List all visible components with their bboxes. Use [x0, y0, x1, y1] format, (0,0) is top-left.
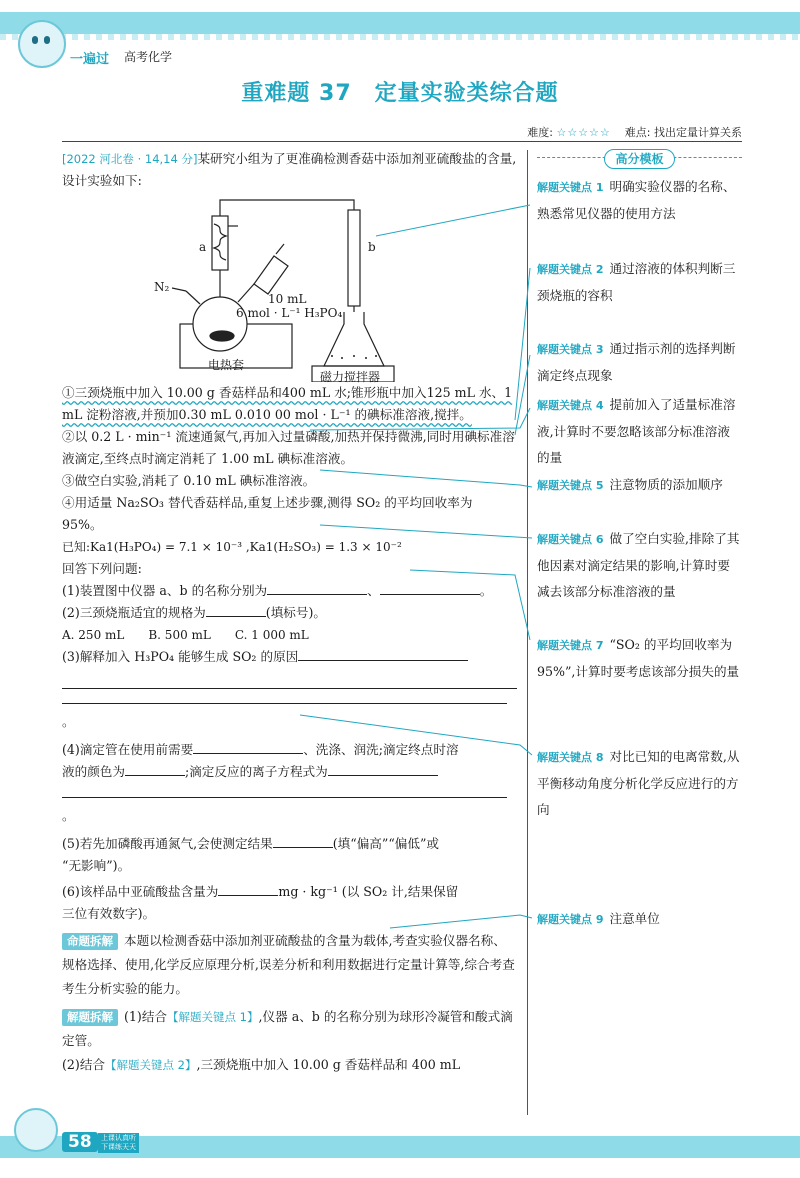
label-acid-volume: 10 mL — [268, 292, 307, 306]
key-point-text: 找出定量计算关系 — [654, 126, 742, 139]
difficulty-label: 难度: — [527, 126, 553, 139]
analysis-tag-1: 命题拆解 — [62, 933, 118, 950]
analysis-2: 解题拆解 (1)结合【解题关键点 1】,仪器 a、b 的名称分别为球形冷凝管和酸式滴定管。 — [62, 1009, 513, 1048]
step-2: ②以 0.2 L · min⁻¹ 流速通氮气,再加入过量磷酸,加热并保持微沸,同时用碘标准溶液滴定,至终点时滴定消耗了 1.00 mL 碘标准溶液。 — [62, 429, 515, 466]
question-3-end: 。 — [62, 689, 517, 733]
sidebar-item-1: 解题关键点 1 明确实验仪器的名称、熟悉常见仪器的使用方法 — [537, 179, 736, 221]
problem-column — [62, 148, 517, 1077]
page-number: 58 — [62, 1132, 98, 1152]
step-1: ①三颈烧瓶中加入 10.00 g 香菇样品和400 mL 水;锥形瓶中加入125 mL 水、1 mL 淀粉溶液,并预加0.30 mL 0.010 00 mol · L⁻¹ 的碘标准溶液,搅拌。 — [62, 385, 513, 422]
sidebar-item-4: 解题关键点 4 提前加入了适量标准溶液,计算时不要忽略该部分标准溶液的量 — [537, 397, 736, 465]
subject-name: 高考化学 — [124, 50, 173, 64]
ask-text: 回答下列问题: — [62, 561, 142, 576]
question-4: (4)滴定管在使用前需要 、洗涤、润洗;滴定终点时溶 — [62, 739, 517, 761]
question-5-cont: “无影响”)。 — [62, 858, 131, 873]
question-6-cont: 三位有效数字)。 — [62, 906, 156, 921]
label-acid-conc: 6 mol · L⁻¹ H₃PO₄ — [236, 306, 343, 320]
burette-b — [348, 210, 360, 306]
answer-line — [62, 668, 517, 689]
question-4-end: 。 — [62, 783, 517, 827]
question-3: (3)解释加入 H₃PO₄ 能够生成 SO₂ 的原因 — [62, 646, 517, 668]
sidebar-item-2: 解题关键点 2 通过溶液的体积判断三颈烧瓶的容积 — [537, 261, 736, 303]
top-band — [0, 12, 800, 34]
sidebar-item-5: 解题关键点 5 注意物质的添加顺序 — [537, 477, 723, 492]
problem-source: [2022 河北卷 · 14,14 分] — [62, 152, 198, 166]
question-1: (1)装置图中仪器 a、b 的名称分别为 、 。 — [62, 580, 517, 602]
label-b: b — [368, 240, 376, 254]
analysis-tag-2: 解题拆解 — [62, 1009, 118, 1026]
sidebar-item-3: 解题关键点 3 通过指示剂的选择判断滴定终点现象 — [537, 341, 736, 383]
analysis-1: 命题拆解 本题以检测香菇中添加剂亚硫酸盐的含量为载体,考查实验仪器名称、规格选择、使用,化学反应原理分析,误差分析和利用数据进行定量计算等,综合考查考生分析实验的能力。 — [62, 933, 515, 996]
apparatus-diagram — [62, 196, 517, 382]
brand-name: 一遍过 — [70, 52, 110, 67]
top-stripe — [0, 34, 800, 40]
question-5: (5)若先加磷酸再通氮气,会使测定结果 (填“偏高”“偏低”或 — [62, 833, 517, 855]
label-heater: 电热套 — [208, 358, 245, 372]
column-divider — [527, 150, 528, 1115]
label-n2: N₂ — [154, 280, 170, 294]
sidebar-item-7: 解题关键点 7 “SO₂ 的平均回收率为 95%”,计算时要考虑该部分损失的量 — [537, 637, 740, 679]
label-stirrer: 磁力搅拌器 — [320, 370, 381, 384]
apparatus-svg — [62, 196, 517, 382]
header-divider — [62, 141, 742, 142]
page-title: 重难题 37 定量实验类综合题 — [241, 81, 559, 106]
problem-intro: 某研究小组为了更准确检测香菇中添加剂亚硫酸盐的含量,设计实验如下: — [62, 151, 517, 188]
step-4: ④用适量 Na₂SO₃ 替代香菇样品,重复上述步骤,测得 SO₂ 的平均回收率为 95%。 — [62, 495, 473, 532]
difficulty-stars-icon: ☆☆☆☆☆ — [556, 126, 611, 139]
mascot-icon — [18, 20, 66, 68]
sidebar-heading: 高分模板 — [537, 148, 742, 169]
sidebar-item-6: 解题关键点 6 做了空白实验,排除了其他因素对滴定结果的影响,计算时要减去该部分标准溶液的量 — [537, 531, 740, 599]
question-6: (6)该样品中亚硫酸盐含量为 mg · kg⁻¹ (以 SO₂ 计,结果保留 — [62, 881, 517, 903]
erlenmeyer-flask — [324, 312, 384, 366]
sidebar-item-9: 解题关键点 9 注意单位 — [537, 911, 660, 926]
key-point-label: 难点: — [624, 126, 651, 139]
footer-mascot-icon — [14, 1108, 58, 1152]
question-4-cont: 液的颜色为 ;滴定反应的离子方程式为 — [62, 761, 517, 783]
question-2-options: A. 250 mL B. 500 mL C. 1 000 mL — [62, 628, 309, 642]
footer-slogan: 上课认真听 下课练天天 — [98, 1133, 139, 1153]
sidebar-item-8: 解题关键点 8 对比已知的电离常数,从平衡移动角度分析化学反应进行的方向 — [537, 749, 740, 817]
question-2: (2)三颈烧瓶适宜的规格为 (填标号)。 — [62, 602, 517, 624]
difficulty-row — [527, 124, 742, 140]
label-a: a — [199, 240, 207, 254]
step-3: ③做空白实验,消耗了 0.10 mL 碘标准溶液。 — [62, 473, 316, 488]
known-constants: 已知:Ka1(H₃PO₄) = 7.1 × 10⁻³ ,Ka1(H₂SO₃) = 1.3 × 10⁻² — [62, 540, 402, 554]
analysis-3: (2)结合【解题关键点 2】,三颈烧瓶中加入 10.00 g 香菇样品和 400 mL — [62, 1057, 461, 1072]
